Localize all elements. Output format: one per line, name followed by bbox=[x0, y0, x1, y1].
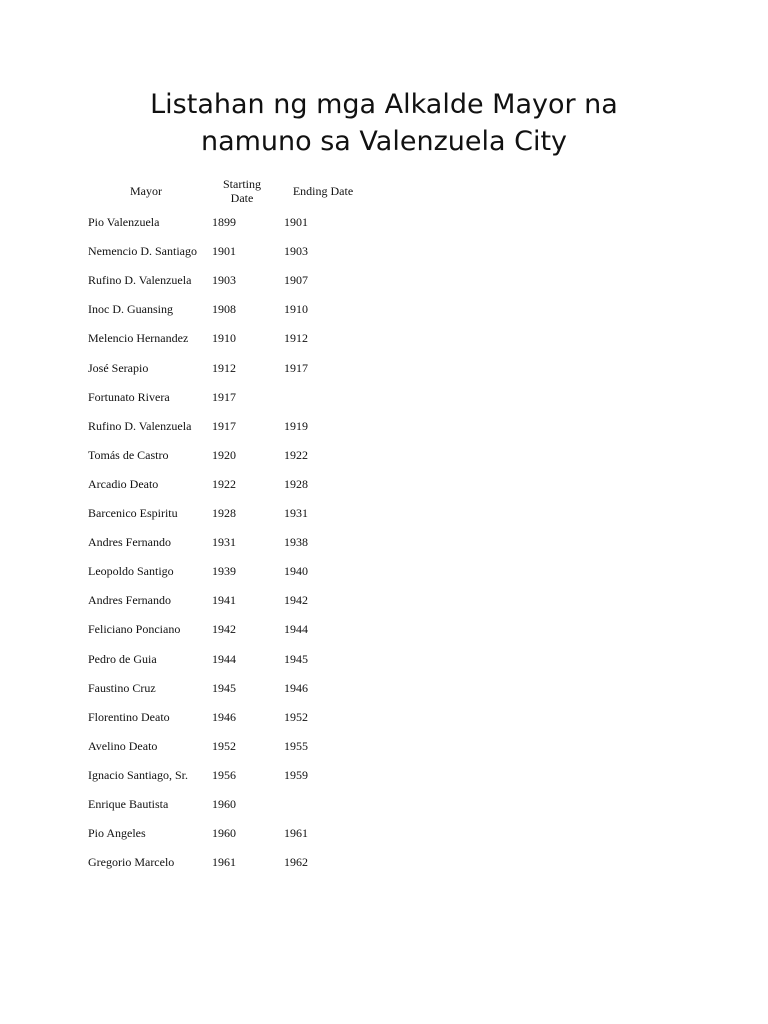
page-title-line-1: Listahan ng mga Alkalde Mayor na bbox=[150, 89, 618, 120]
ending-date-cell: 1910 bbox=[284, 302, 308, 317]
starting-date-cell: 1946 bbox=[212, 709, 236, 724]
table-row bbox=[0, 330, 400, 346]
starting-date-cell: 1941 bbox=[212, 593, 236, 608]
mayor-name-cell: Arcadio Deato bbox=[88, 476, 159, 491]
table-row bbox=[0, 243, 400, 259]
table-row bbox=[0, 534, 400, 550]
table-row bbox=[0, 301, 400, 317]
table-row bbox=[0, 360, 400, 376]
mayor-name-cell: Avelino Deato bbox=[88, 738, 158, 753]
table-row bbox=[0, 651, 400, 667]
table-row bbox=[0, 709, 400, 725]
ending-date-cell: 1946 bbox=[284, 680, 308, 695]
starting-date-cell: 1899 bbox=[212, 215, 236, 229]
ending-date-cell: 1942 bbox=[284, 593, 308, 608]
table-row bbox=[0, 505, 400, 521]
ending-date-cell: 1944 bbox=[284, 622, 308, 637]
starting-date-cell: 1903 bbox=[212, 273, 236, 288]
mayor-name-cell: Rufino D. Valenzuela bbox=[88, 273, 192, 288]
mayor-name-cell: Barcenico Espiritu bbox=[88, 506, 178, 520]
starting-date-cell: 1917 bbox=[212, 418, 236, 433]
ending-date-cell: 1912 bbox=[284, 331, 308, 346]
ending-date-cell: 1961 bbox=[284, 826, 308, 841]
table-row bbox=[0, 767, 400, 783]
table-row bbox=[0, 825, 400, 841]
mayor-name-cell: Pio Angeles bbox=[88, 826, 146, 841]
ending-date-cell: 1959 bbox=[284, 767, 308, 782]
ending-date-cell: 1903 bbox=[284, 244, 308, 259]
mayor-name-cell: Fortunato Rivera bbox=[88, 389, 170, 404]
starting-date-cell: 1910 bbox=[212, 331, 236, 346]
table-row bbox=[0, 680, 400, 696]
mayor-name-cell: Feliciano Ponciano bbox=[88, 622, 181, 637]
ending-date-cell: 1907 bbox=[284, 273, 308, 288]
header-starting-date-line-2: Date bbox=[230, 191, 254, 205]
ending-date-cell: 1955 bbox=[284, 738, 308, 753]
header-starting-date-line-1: Starting bbox=[223, 177, 261, 191]
page-title-line-2: namuno sa Valenzuela City bbox=[200, 126, 568, 157]
table-row bbox=[0, 738, 400, 754]
starting-date-cell: 1961 bbox=[212, 855, 236, 870]
table-row bbox=[0, 389, 400, 405]
ending-date-cell: 1945 bbox=[284, 651, 308, 666]
starting-date-cell: 1931 bbox=[212, 535, 236, 550]
table-row bbox=[0, 447, 400, 463]
starting-date-cell: 1956 bbox=[212, 767, 236, 782]
starting-date-cell: 1960 bbox=[212, 797, 236, 811]
ending-date-cell: 1901 bbox=[284, 215, 308, 229]
ending-date-cell: 1952 bbox=[284, 709, 308, 724]
starting-date-cell: 1920 bbox=[212, 447, 236, 462]
mayor-name-cell: Inoc D. Guansing bbox=[88, 302, 173, 317]
ending-date-cell: 1922 bbox=[284, 447, 308, 462]
mayor-name-cell: Nemencio D. Santiago bbox=[88, 244, 197, 259]
table-row bbox=[0, 592, 400, 608]
ending-date-cell: 1931 bbox=[284, 506, 308, 520]
mayor-name-cell: Florentino Deato bbox=[88, 709, 170, 724]
header-mayor: Mayor bbox=[130, 184, 162, 198]
mayor-name-cell: Andres Fernando bbox=[88, 535, 171, 550]
mayor-name-cell: Gregorio Marcelo bbox=[88, 855, 175, 870]
page-title bbox=[0, 86, 768, 160]
table-row bbox=[0, 418, 400, 434]
table-row bbox=[0, 272, 400, 288]
mayor-name-cell: Melencio Hernandez bbox=[88, 331, 189, 346]
mayor-name-cell: Pedro de Guia bbox=[88, 651, 157, 666]
starting-date-cell: 1901 bbox=[212, 244, 236, 259]
mayor-name-cell: Faustino Cruz bbox=[88, 680, 156, 695]
starting-date-cell: 1922 bbox=[212, 476, 236, 491]
table-row bbox=[0, 796, 400, 812]
ending-date-cell: 1928 bbox=[284, 476, 308, 491]
header-ending-date: Ending Date bbox=[292, 184, 354, 198]
starting-date-cell: 1917 bbox=[212, 389, 236, 404]
ending-date-cell: 1962 bbox=[284, 855, 308, 870]
ending-date-cell: 1940 bbox=[284, 564, 308, 579]
table-row bbox=[0, 476, 400, 492]
starting-date-cell: 1942 bbox=[212, 622, 236, 637]
starting-date-cell: 1908 bbox=[212, 302, 236, 317]
starting-date-cell: 1912 bbox=[212, 360, 236, 375]
mayor-name-cell: Leopoldo Santigo bbox=[88, 564, 174, 579]
mayor-name-cell: Rufino D. Valenzuela bbox=[88, 418, 192, 433]
starting-date-cell: 1960 bbox=[212, 826, 236, 841]
table-row bbox=[0, 621, 400, 637]
starting-date-cell: 1944 bbox=[212, 651, 236, 666]
starting-date-cell: 1945 bbox=[212, 680, 236, 695]
mayor-name-cell: Enrique Bautista bbox=[88, 797, 169, 811]
table-row bbox=[0, 854, 400, 870]
mayor-name-cell: Andres Fernando bbox=[88, 593, 171, 608]
ending-date-cell: 1917 bbox=[284, 360, 308, 375]
table-row bbox=[0, 563, 400, 579]
ending-date-cell: 1919 bbox=[284, 418, 308, 433]
ending-date-cell: 1938 bbox=[284, 535, 308, 550]
table-row bbox=[0, 214, 400, 230]
header-starting-date bbox=[212, 177, 272, 205]
mayor-name-cell: José Serapio bbox=[88, 360, 149, 375]
mayor-name-cell: Tomás de Castro bbox=[88, 447, 169, 462]
starting-date-cell: 1952 bbox=[212, 738, 236, 753]
starting-date-cell: 1939 bbox=[212, 564, 236, 579]
mayor-name-cell: Ignacio Santiago, Sr. bbox=[88, 767, 188, 782]
mayor-name-cell: Pio Valenzuela bbox=[88, 215, 160, 229]
starting-date-cell: 1928 bbox=[212, 506, 236, 520]
